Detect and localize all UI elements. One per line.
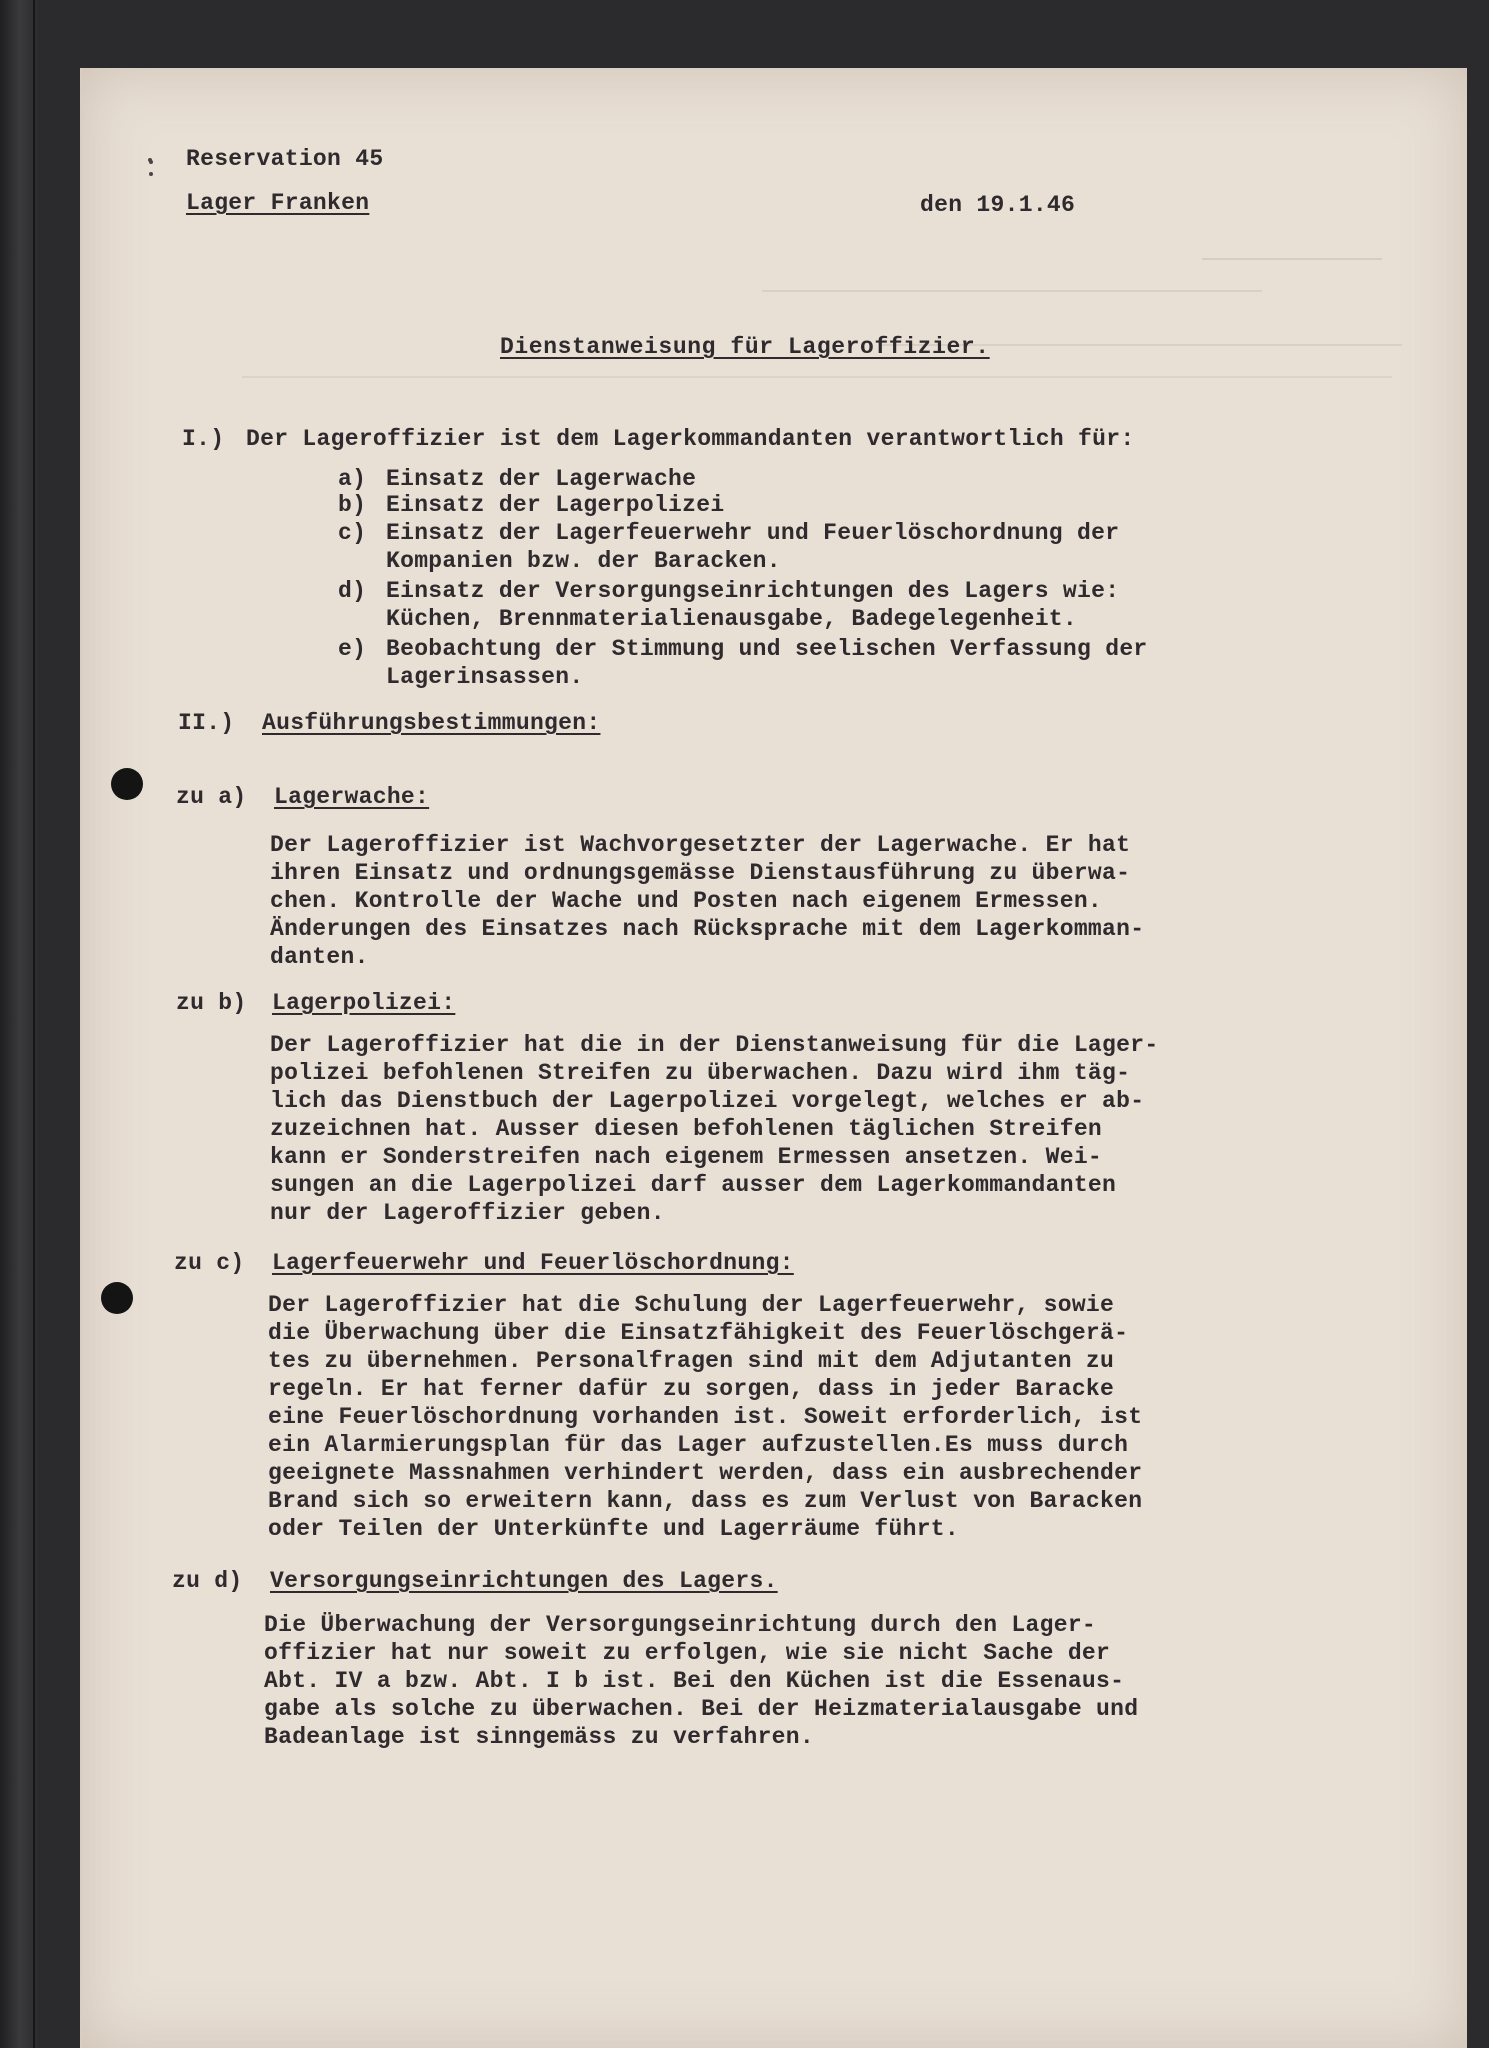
subsection-a-heading: Lagerwache: xyxy=(274,784,430,810)
subsection-d-line: Die Überwachung der Versorgungseinrichtung durch den Lager- xyxy=(264,1612,1097,1638)
subsection-c-line: eine Feuerlöschordnung vorhanden ist. Soweit erforderlich, ist xyxy=(268,1404,1143,1430)
subsection-d-line: gabe als solche zu überwachen. Bei der Heizmaterialausgabe und xyxy=(264,1696,1139,1722)
subsection-c-line: regeln. Er hat ferner dafür zu sorgen, dass in jeder Baracke xyxy=(268,1376,1115,1402)
section1-item-e-label: e) xyxy=(338,636,367,662)
subsection-b-heading: Lagerpolizei: xyxy=(272,990,456,1016)
section1-item-e-text: Beobachtung der Stimmung und seelischen Verfassung der xyxy=(386,636,1148,662)
section1-item-a-label: a) xyxy=(338,466,367,492)
section1-item-d-text: Einsatz der Versorgungseinrichtungen des Lagers wie: xyxy=(386,578,1120,604)
section2-heading: Ausführungsbestimmungen: xyxy=(262,710,601,736)
subsection-a-label: zu a) xyxy=(176,784,247,810)
subsection-d-label: zu d) xyxy=(172,1568,243,1594)
bleed-through-mark xyxy=(1202,240,1382,260)
subsection-c-line: ein Alarmierungsplan für das Lager aufzustellen.Es muss durch xyxy=(268,1432,1129,1458)
subsection-b-line: sungen an die Lagerpolizei darf ausser dem Lagerkommandanten xyxy=(270,1172,1117,1198)
subsection-c-label: zu c) xyxy=(174,1250,245,1276)
subsection-a-line: Änderungen des Einsatzes nach Rücksprache mit dem Lagerkomman- xyxy=(270,916,1145,942)
bleed-through-mark xyxy=(762,272,1262,292)
subsection-b-line: nur der Lageroffizier geben. xyxy=(270,1200,665,1226)
subsection-a-line: ihren Einsatz und ordnungsgemässe Dienstausführung zu überwa- xyxy=(270,860,1131,886)
pencil-dot xyxy=(149,160,153,164)
document-page xyxy=(80,68,1467,2048)
subsection-c-line: geeignete Massnahmen verhindert werden, dass ein ausbrechender xyxy=(268,1460,1143,1486)
subsection-b-line: zuzeichnen hat. Ausser diesen befohlenen täglichen Streifen xyxy=(270,1116,1103,1142)
subsection-b-line: polizei befohlenen Streifen zu überwachen. Dazu wird ihm täg- xyxy=(270,1060,1131,1086)
section1-item-d-label: d) xyxy=(338,578,367,604)
punch-hole-bottom xyxy=(101,1282,133,1314)
subsection-d-line: offizier hat nur soweit zu erfolgen, wie sie nicht Sache der xyxy=(264,1640,1111,1666)
section1-item-e-text: Lagerinsassen. xyxy=(386,664,584,690)
subsection-c-line: Brand sich so erweitern kann, dass es zum Verlust von Baracken xyxy=(268,1488,1143,1514)
subsection-c-line: tes zu übernehmen. Personalfragen sind mit dem Adjutanten zu xyxy=(268,1348,1115,1374)
section1-item-c-text: Einsatz der Lagerfeuerwehr und Feuerlöschordnung der xyxy=(386,520,1120,546)
subsection-a-line: chen. Kontrolle der Wache und Posten nach eigenem Ermessen. xyxy=(270,888,1103,914)
pencil-dots xyxy=(78,48,92,108)
section1-intro: Der Lageroffizier ist dem Lagerkommandanten verantwortlich für: xyxy=(246,426,1135,452)
section1-item-d-text: Küchen, Brennmaterialienausgabe, Badegelegenheit. xyxy=(386,606,1078,632)
section1-item-a-text: Einsatz der Lagerwache xyxy=(386,466,697,492)
subsection-c-line: oder Teilen der Unterkünfte und Lagerräume führt. xyxy=(268,1516,960,1542)
section1-item-b-text: Einsatz der Lagerpolizei xyxy=(386,492,725,518)
section1-item-c-text: Kompanien bzw. der Baracken. xyxy=(386,548,781,574)
subsection-a-line: danten. xyxy=(270,944,369,970)
pencil-dot xyxy=(149,172,153,176)
section1-item-c-label: c) xyxy=(338,520,367,546)
subsection-a-line: Der Lageroffizier ist Wachvorgesetzter der Lagerwache. Er hat xyxy=(270,832,1131,858)
header-org-line2: Lager Franken xyxy=(186,190,370,216)
subsection-d-line: Abt. IV a bzw. Abt. I b ist. Bei den Küchen ist die Essenaus- xyxy=(264,1668,1125,1694)
subsection-b-line: kann er Sonderstreifen nach eigenem Ermessen ansetzen. Wei- xyxy=(270,1144,1103,1170)
subsection-b-line: Der Lageroffizier hat die in der Dienstanweisung für die Lager- xyxy=(270,1032,1159,1058)
subsection-b-label: zu b) xyxy=(176,990,247,1016)
subsection-d-heading: Versorgungseinrichtungen des Lagers. xyxy=(270,1568,778,1594)
bleed-through-mark xyxy=(242,358,1392,378)
subsection-c-line: die Überwachung über die Einsatzfähigkeit des Feuerlöschgerä- xyxy=(268,1320,1129,1346)
document-title: Dienstanweisung für Lageroffizier. xyxy=(500,334,990,360)
binder-edge xyxy=(33,0,35,2048)
section2-number: II.) xyxy=(178,710,235,736)
header-org-line1: Reservation 45 xyxy=(186,146,384,172)
section1-number: I.) xyxy=(182,426,225,452)
header-date: den 19.1.46 xyxy=(920,192,1076,218)
subsection-c-heading: Lagerfeuerwehr und Feuerlöschordnung: xyxy=(272,1250,794,1276)
subsection-d-line: Badeanlage ist sinngemäss zu verfahren. xyxy=(264,1724,814,1750)
punch-hole-top xyxy=(111,768,143,800)
section1-item-b-label: b) xyxy=(338,492,367,518)
subsection-c-line: Der Lageroffizier hat die Schulung der Lagerfeuerwehr, sowie xyxy=(268,1292,1115,1318)
subsection-b-line: lich das Dienstbuch der Lagerpolizei vorgelegt, welches er ab- xyxy=(270,1088,1145,1114)
